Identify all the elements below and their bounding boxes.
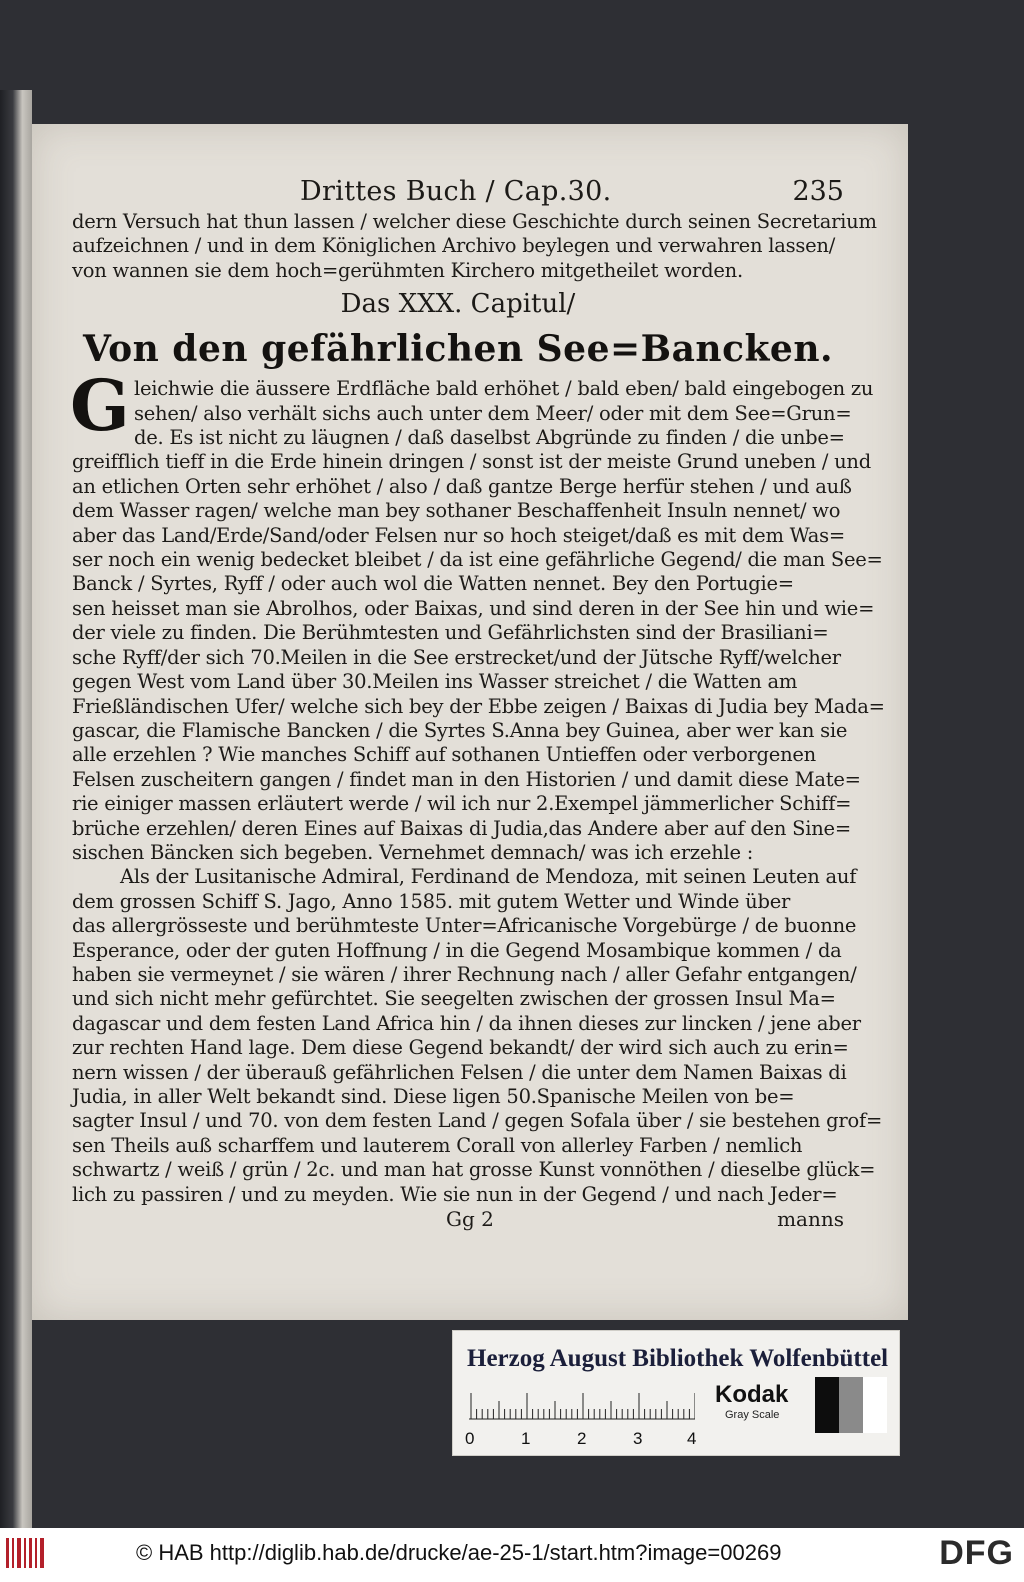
text-line: sischen Bäncken sich begeben. Vernehmet demnach/ was ich erzehle :: [72, 840, 754, 864]
text-line: lich zu passiren / und zu meyden. Wie sie nun in der Gegend / und nach Jeder=: [72, 1182, 838, 1206]
swatch-gray: [839, 1377, 863, 1433]
gray-scale-label: Gray Scale: [725, 1409, 780, 1421]
scale-label: 3: [633, 1429, 643, 1448]
scale-label: 4: [687, 1429, 697, 1448]
swatch-white: [863, 1377, 887, 1433]
text-line: leichwie die äussere Erdfläche bald erhöhet / bald eben/ bald eingebogen zu: [134, 377, 874, 401]
chapter-label: Das XXX. Capitul/: [340, 289, 576, 320]
text-line: aufzeichnen / und in dem Königlichen Archivo beylegen und verwahren lassen/: [72, 234, 836, 258]
catchword: manns: [777, 1207, 844, 1232]
paragraph-2: [72, 865, 883, 1207]
text-line: schwartz / weiß / grün / 2c. und man hat grosse Kunst vonnöthen / dieselbe glück=: [72, 1158, 876, 1182]
text-line: ser noch ein wenig bedecket bleibet / da ist eine gefährliche Gegend/ die man See=: [72, 548, 883, 572]
signature-mark: Gg 2: [446, 1207, 494, 1232]
drop-cap: G: [70, 364, 130, 448]
page-number: 235: [792, 176, 844, 207]
text-line: sche Ryff/der sich 70.Meilen in die See erstrecket/und der Jütsche Ryff/welcher: [72, 645, 841, 669]
text-line: aber das Land/Erde/Sand/oder Felsen nur so hoch steiget/daß es mit dem Was=: [72, 523, 845, 547]
paragraph-1-body: [72, 450, 885, 865]
text-line: sen Theils auß scharffem und lauterem Corall von allerley Farben / nemlich: [72, 1133, 803, 1157]
text-line: an etlichen Orten sehr erhöhet / also / daß gantze Berge herfür stehen / und auß: [72, 474, 852, 498]
text-line: zur rechten Hand lage. Dem diese Gegend bekandt/ der wird sich auch zu erin=: [72, 1036, 849, 1060]
text-line: Frießländischen Ufer/ welche sich bey der Ebbe zeigen / Baixas di Judia bey Mada=: [72, 694, 885, 718]
page-footer: [72, 1207, 844, 1237]
text-line: rie einiger massen erläutert werde / wil ich nur 2.Exempel jämmerlicher Schiff=: [72, 792, 852, 816]
text-line: dem Wasser ragen/ welche man bey sothaner Beschaffenheit Insuln nennet/ wo: [72, 499, 841, 523]
ruler-scale: [469, 1389, 695, 1425]
text-line: das allergrösseste und berühmteste Unter=Africanische Vorgebürge / de buonne: [72, 914, 857, 938]
text-line: sagter Insul / und 70. von dem festen Land / gegen Sofala über / sie bestehen grof=: [72, 1109, 883, 1133]
barcode-icon: [6, 1536, 48, 1570]
text-line: dagascar und dem festen Land Africa hin / da ihnen dieses zur lincken / jene aber: [72, 1011, 861, 1035]
swatch-black: [815, 1377, 839, 1433]
text-line: Judia, in aller Welt bekandt sind. Diese ligen 50.Spanische Meilen von be=: [72, 1085, 795, 1108]
copyright-link[interactable]: © HAB http://diglib.hab.de/drucke/ae-25-1/start.htm?image=00269: [136, 1540, 782, 1565]
text-line: alle erzehlen ? Wie manches Schiff auf sothanen Untieffen oder verborgenen: [72, 743, 816, 767]
adjacent-page-edge: [0, 90, 32, 1530]
text-line: de. Es ist nicht zu läugnen / daß daselbst Abgründe zu finden / die unbe=: [134, 426, 845, 450]
kodak-logo: Kodak: [715, 1381, 789, 1408]
text-line: und sich nicht mehr gefürchtet. Sie seegelten zwischen der grossen Insul Ma=: [72, 987, 836, 1011]
page-text-block: [70, 176, 885, 1237]
text-line: gegen West vom Land über 30.Meilen ins Wasser streichet / die Watten am: [72, 670, 798, 694]
book-page: [32, 124, 908, 1320]
text-line: sen heisset man sie Abrolhos, oder Baixas, und sind deren in der See hin und wie=: [72, 596, 875, 620]
paragraph-1: [70, 364, 874, 450]
text-line: Banck / Syrtes, Ryff / oder auch wol die Watten nennet. Bey den Portugie=: [72, 572, 794, 596]
chapter-heading: Von den gefährlichen See=Bancken.: [82, 328, 834, 371]
scale-label: 0: [465, 1429, 475, 1448]
text-line: dern Versuch hat thun lassen / welcher diese Geschichte durch seinen Secretarium: [72, 210, 877, 233]
text-line: der viele zu finden. Die Berühmtesten und Gefährlichsten sind der Brasiliani=: [72, 621, 829, 645]
text-line: nern wissen / der überauß gefährlichen Felsen / die unter dem Namen Baixas di: [72, 1060, 847, 1084]
text-line: gascar, die Flamische Bancken / die Syrtes S.Anna bey Guinea, aber wer kan sie: [72, 718, 848, 742]
text-line: dem grossen Schiff S. Jago, Anno 1585. mit gutem Wetter und Winde über: [72, 889, 791, 913]
color-reference-card: [452, 1330, 900, 1456]
dfg-logo: DFG: [939, 1534, 1014, 1572]
text-line: Felsen zuscheitern gangen / findet man in den Historien / und damit diese Mate=: [72, 767, 861, 791]
text-line: von wannen sie dem hoch=gerühmten Kirchero mitgetheilet worden.: [72, 258, 743, 282]
gray-swatches: [815, 1377, 887, 1433]
running-head: [72, 176, 844, 210]
footer-bar: [0, 1528, 1024, 1582]
text-line: brüche erzehlen/ deren Eines auf Baixas di Judia,das Andere aber auf den Sine=: [72, 816, 851, 840]
scale-label: 1: [521, 1429, 531, 1448]
text-line: Esperance, oder der guten Hoffnung / in die Gegend Mosambique kommen / da: [72, 938, 842, 962]
library-name: Herzog August Bibliothek Wolfenbüttel: [467, 1345, 889, 1372]
text-line: greifflich tieff in die Erde hinein dringen / sonst ist der meiste Grund uneben / und: [72, 450, 871, 474]
running-title: Drittes Buch / Cap.30.: [300, 176, 612, 207]
text-line: haben sie vermeynet / sie wären / ihrer Rechnung nach / aller Gefahr entgangen/: [72, 962, 857, 986]
text-line: sehen/ also verhält sichs auch unter dem Meer/ oder mit dem See=Grun=: [134, 401, 852, 425]
text-line: Als der Lusitanische Admiral, Ferdinand de Mendoza, mit seinen Leuten auf: [120, 865, 857, 889]
scale-label: 2: [577, 1429, 587, 1448]
